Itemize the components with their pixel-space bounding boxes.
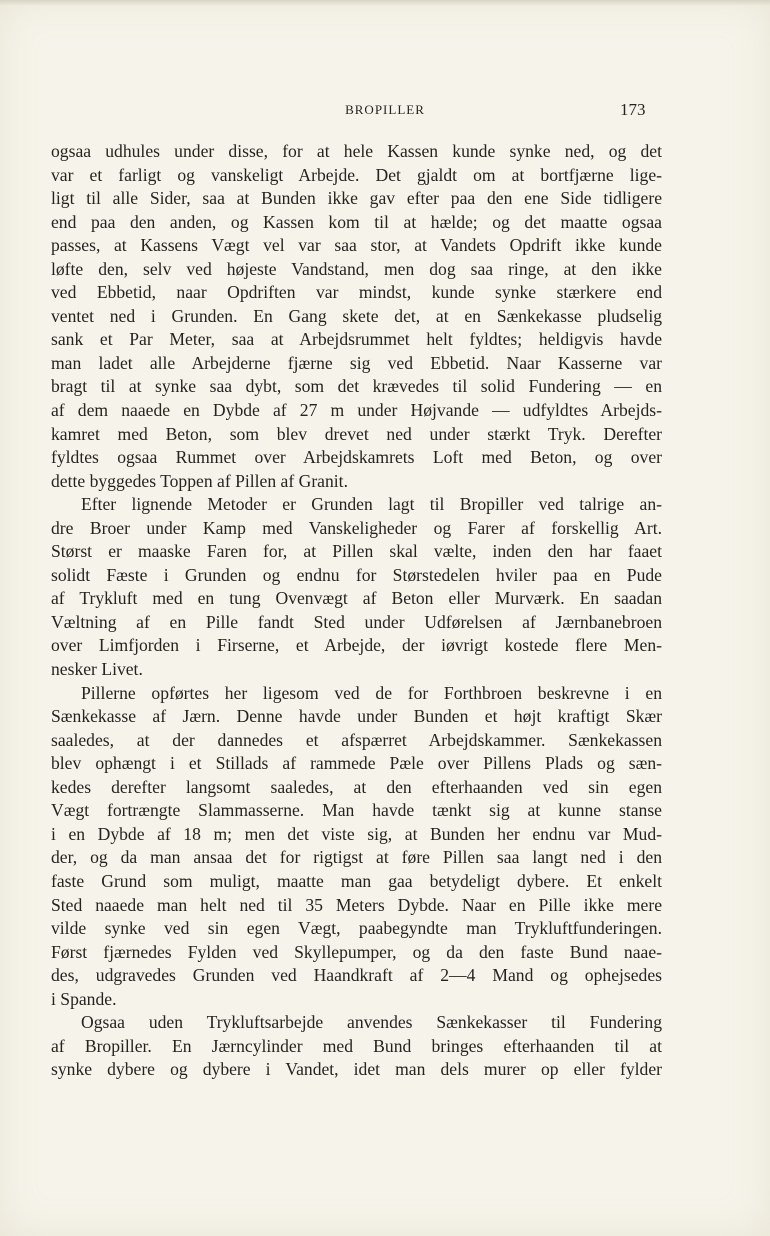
text-line: kamret med Beton, som blev drevet ned under stærkt Tryk. Derefter [51,423,662,444]
text-line: af Bropiller. En Jærncylinder med Bund bringes efterhaanden til at [51,1035,662,1056]
text-line: i en Dybde af 18 m; men det viste sig, at Bunden her endnu var Mud- [51,823,662,844]
text-line: end paa den anden, og Kassen kom til at hælde; og det maatte ogsaa [51,211,662,232]
text-line: fyldtes ogsaa Rummet over Arbejdskamrets Loft med Beton, og over [51,447,662,468]
text-line: faste Grund som muligt, maatte man gaa betydeligt dybere. Et enkelt [51,870,662,891]
page-top-edge [0,0,770,6]
text-line: vilde synke ved sin egen Vægt, paabegyndte man Trykluftfunderingen. [51,918,662,939]
text-line: ligt til alle Sider, saa at Bunden ikke gav efter paa den ene Side tidligere [51,188,662,209]
text-line: ventet ned i Grunden. En Gang skete det, at en Sænkekasse pludselig [51,305,662,326]
text-line: des, udgravedes Grunden ved Haandkraft af 2—4 Mand og ophejsedes [51,965,662,986]
text-line: over Limfjorden i Firserne, et Arbejde, der iøvrigt kostede flere Men- [51,635,662,656]
text-line: Efter lignende Metoder er Grunden lagt til Bropiller ved talrige an- [81,494,662,515]
page-number: 173 [620,100,646,119]
text-line: nesker Livet. [51,659,143,680]
text-line: ved Ebbetid, naar Opdriften var mindst, kunde synke stærkere end [51,282,662,303]
text-line: af dem naaede en Dybde af 27 m under Højvande — udfyldtes Arbejds- [51,400,662,421]
text-line: man ladet alle Arbejderne fjærne sig ved Ebbetid. Naar Kasserne var [51,352,662,373]
text-line: synke dybere og dybere i Vandet, idet man dels murer op eller fylder [51,1059,662,1080]
text-line: Sænkekasse af Jærn. Denne havde under Bunden et højt kraftigt Skær [51,706,662,727]
text-line: i Spande. [51,988,117,1009]
text-line: bragt til at synke saa dybt, som det krævedes til solid Fundering — en [51,376,662,397]
running-title: BROPILLER [345,102,425,117]
text-line: Væltning af en Pille fandt Sted under Udførelsen af Jærnbanebroen [51,611,662,632]
text-line: kedes derefter langsomt saaledes, at den efterhaanden ved sin egen [51,776,662,797]
text-line: løfte den, selv ved højeste Vandstand, men dog saa ringe, at den ikke [51,258,662,279]
text-line: solidt Fæste i Grunden og endnu for Størstedelen hviler paa en Pude [51,564,662,585]
text-line: der, og da man ansaa det for rigtigst at føre Pillen saa langt ned i den [51,847,662,868]
text-line: Først fjærnedes Fylden ved Skyllepumper, og da den faste Bund naae- [51,941,662,962]
text-line: ogsaa udhules under disse, for at hele Kassen kunde synke ned, og det [51,141,662,161]
text-line: passes, at Kassens Vægt vel var saa stor, at Vandets Opdrift ikke kunde [51,235,662,256]
text-line: Pillerne opførtes her ligesom ved de for Forthbroen beskrevne i en [81,682,662,703]
text-line: Ogsaa uden Trykluftsarbejde anvendes Sænkekasser til Fundering [81,1012,662,1033]
text-line: saaledes, at der dannedes et afspærret Arbejdskammer. Sænkekassen [51,729,662,750]
body-text [51,140,662,1082]
text-line: dette byggedes Toppen af Pillen af Granit. [51,470,348,491]
text-line: dre Broer under Kamp med Vanskeligheder og Farer af forskellig Art. [51,517,662,538]
text-line: Sted naaede man helt ned til 35 Meters Dybde. Naar en Pille ikke mere [51,894,662,915]
text-line: Størst er maaske Faren for, at Pillen skal vælte, inden den har faaet [51,541,662,562]
text-line: var et farligt og vanskeligt Arbejde. Det gjaldt om at bortfjærne lige- [51,164,662,185]
text-line: Vægt fortrængte Slammasserne. Man havde tænkt sig at kunne stanse [51,800,662,821]
text-line: blev ophængt i et Stillads af rammede Pæle over Pillens Plads og sæn- [51,753,662,774]
text-line: af Trykluft med en tung Ovenvægt af Beton eller Murværk. En saadan [51,588,662,609]
text-line: sank et Par Meter, saa at Arbejdsrummet helt fyldtes; heldigvis havde [51,329,662,350]
